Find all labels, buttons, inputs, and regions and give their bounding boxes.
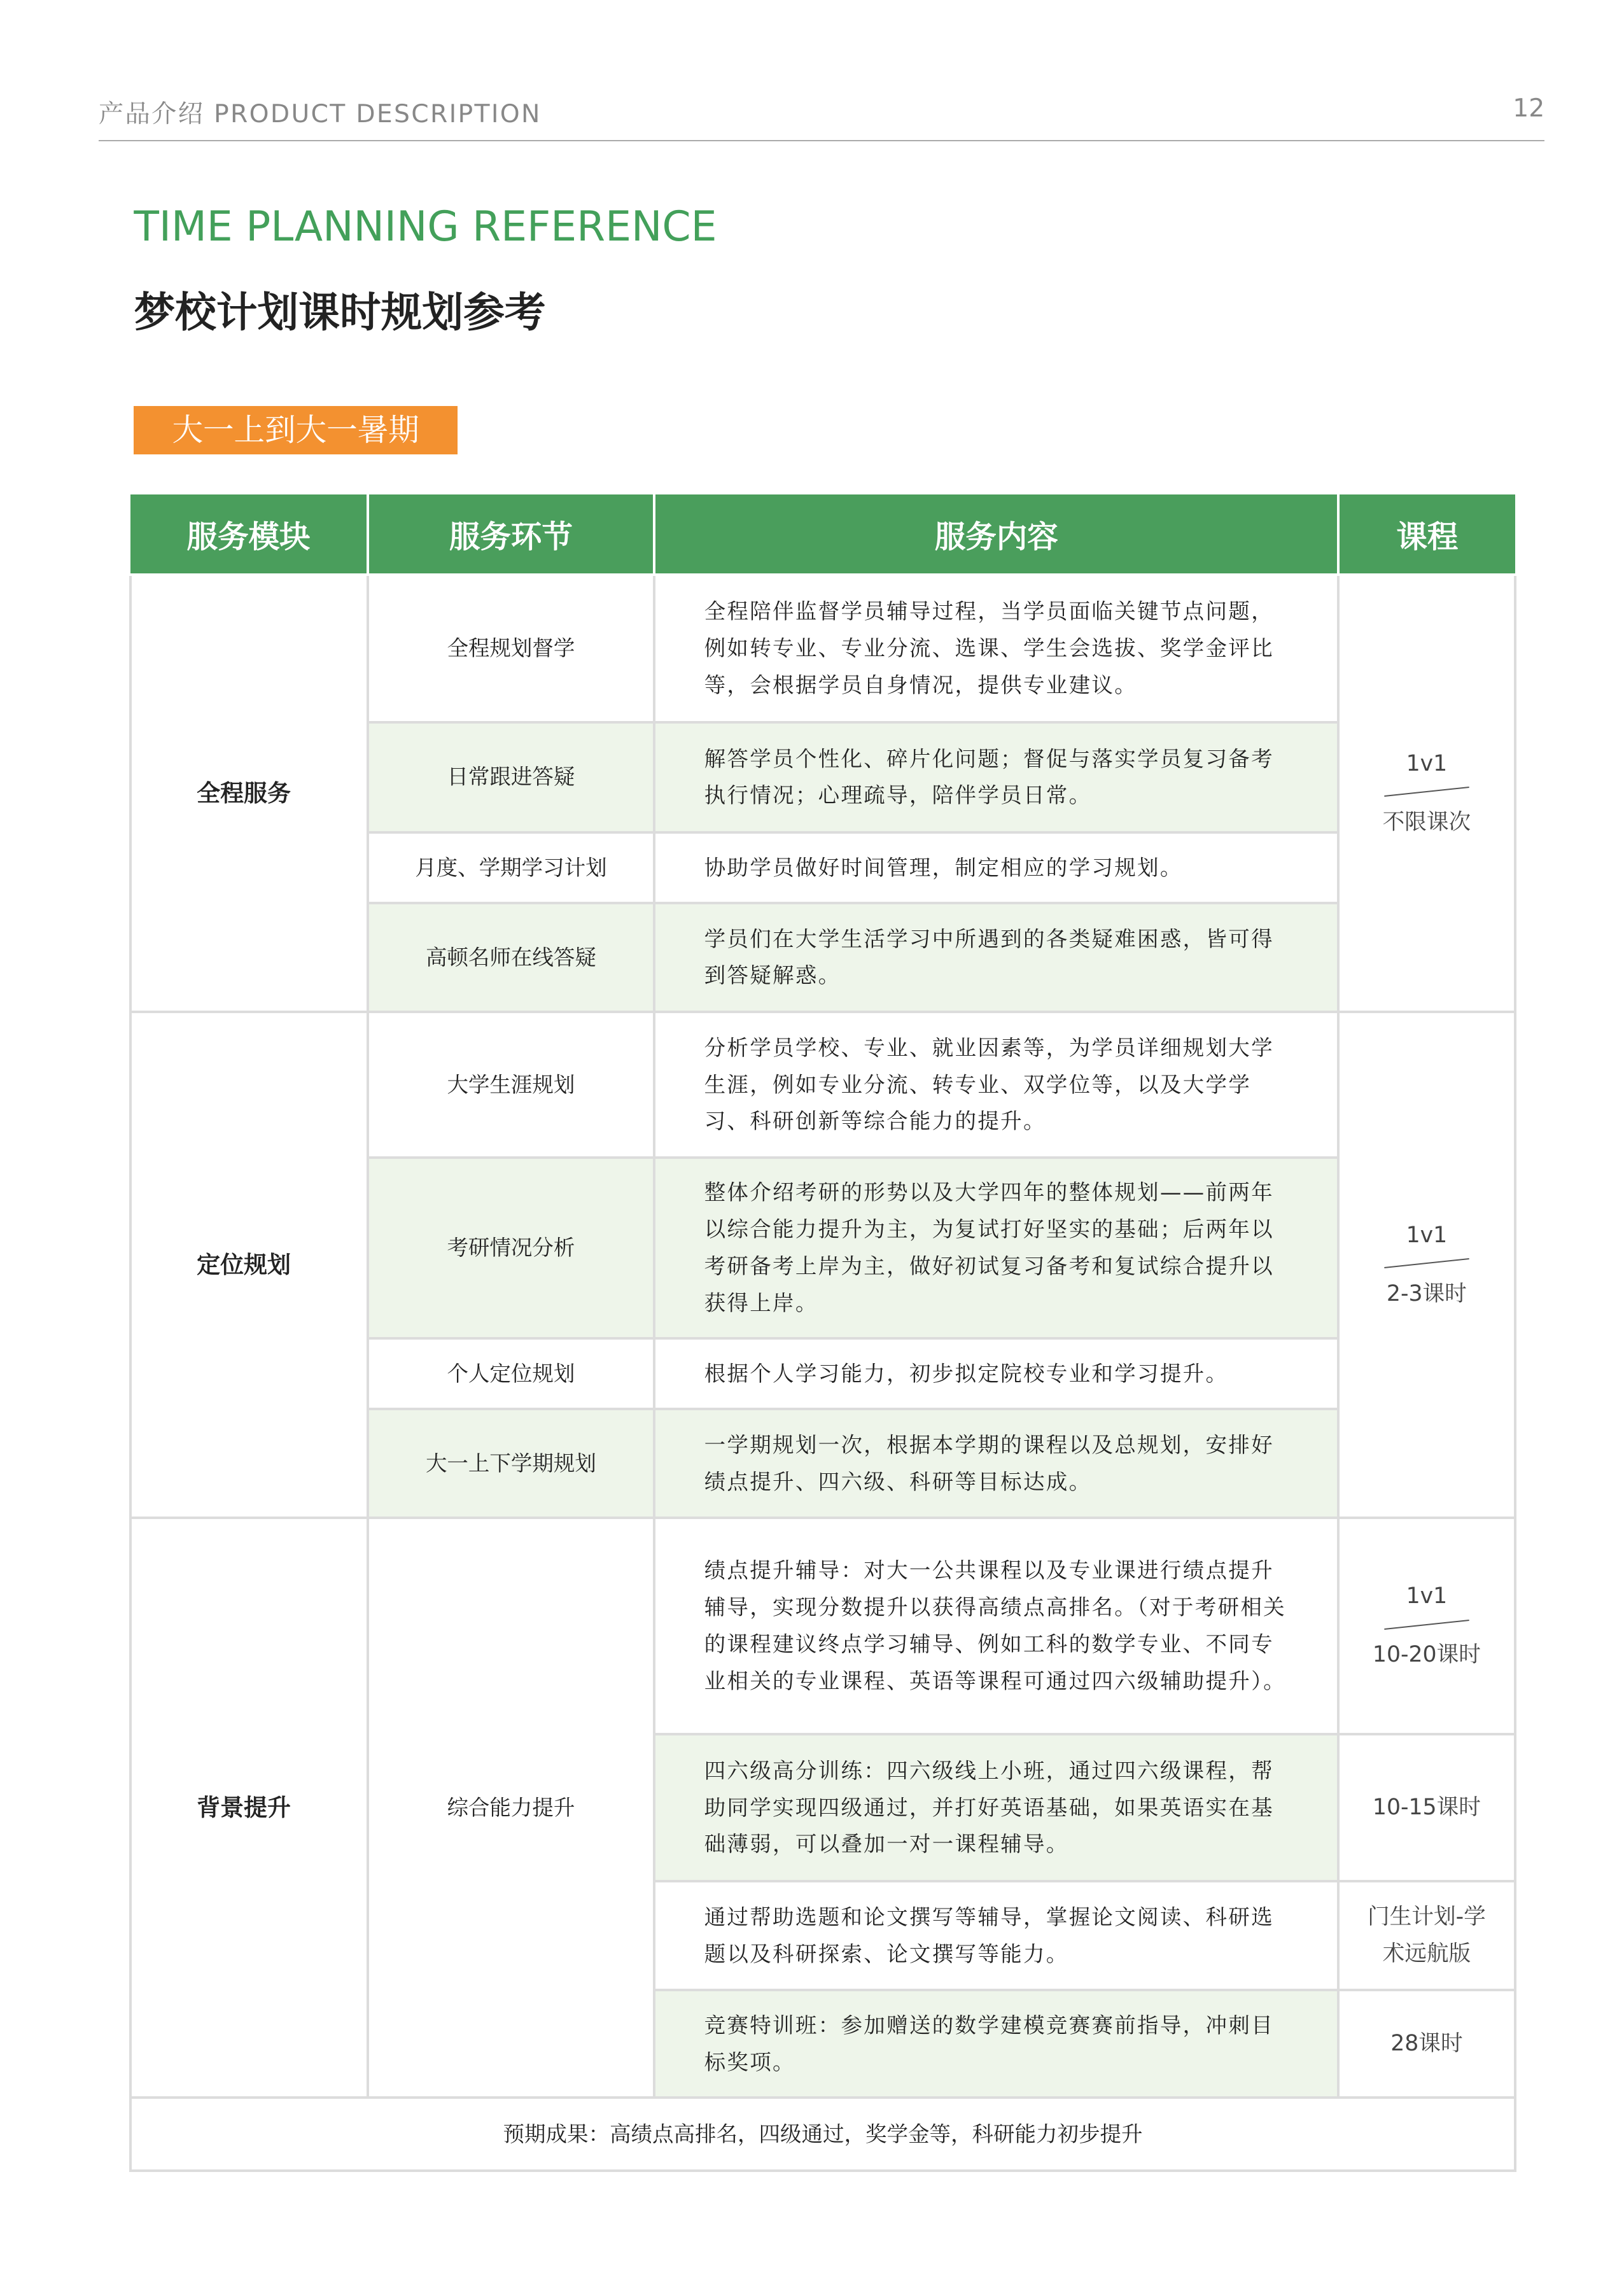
content-cell: 分析学员学校、专业、就业因素等，为学员详细规划大学生涯，例如专业分流、转专业、双学位等，以及大学学习、科研创新等综合能力的提升。 [654,1012,1338,1158]
header-divider [99,140,1544,141]
course-type: 1v1 [1406,750,1448,776]
content-cell: 绩点提升辅导：对大一公共课程以及专业课进行绩点提升辅导，实现分数提升以获得高绩点高排名。（对于考研相关的课程建议终点学习辅导、例如工科的数学专业、不同专业相关的专业课程、英语等课程可通过四六级辅助提升）。 [654,1518,1338,1734]
table-footer [130,2098,1515,2171]
diagonal-divider [1384,1620,1469,1630]
step-cell: 大学生涯规划 [368,1012,655,1158]
content-cell: 解答学员个性化、碎片化问题；督促与落实学员复习备考执行情况；心理疏导，陪伴学员日常。 [654,722,1338,832]
header-content: 服务内容 [654,494,1338,575]
content-cell: 根据个人学习能力，初步拟定院校专业和学习提升。 [654,1338,1338,1409]
course-hours: 不限课次 [1382,809,1471,835]
diagonal-divider [1384,1258,1469,1268]
content-cell: 一学期规划一次，根据本学期的课程以及总规划，安排好绩点提升、四六级、科研等目标达成。 [654,1409,1338,1518]
course-cell: 10-15课时 [1338,1734,1515,1881]
step-cell: 月度、学期学习计划 [368,832,655,903]
course-cell [1338,1012,1515,1518]
step-cell: 全程规划督学 [368,575,655,722]
course-cell: 28课时 [1338,1990,1515,2098]
step-cell: 日常跟进答疑 [368,722,655,832]
expected-outcome: 预期成果：高绩点高排名，四级通过，奖学金等，科研能力初步提升 [130,2098,1515,2171]
content-cell: 协助学员做好时间管理，制定相应的学习规划。 [654,832,1338,903]
title-chinese: 梦校计划课时规划参考 [134,289,546,337]
course-cell [1338,1518,1515,1734]
title-english: TIME PLANNING REFERENCE [134,203,717,251]
header-course: 课程 [1338,494,1515,575]
course-type: 1v1 [1406,1222,1448,1248]
page-number: 12 [1513,94,1545,123]
content-cell: 通过帮助选题和论文撰写等辅导，掌握论文阅读、科研选题以及科研探索、论文撰写等能力。 [654,1881,1338,1990]
module-cell: 全程服务 [130,575,367,1012]
content-cell: 全程陪伴监督学员辅导过程，当学员面临关键节点问题，例如转专业、专业分流、选课、学生会选拔、奖学金评比等，会根据学员自身情况，提供专业建议。 [654,575,1338,722]
step-cell: 考研情况分析 [368,1158,655,1338]
header-module: 服务模块 [130,494,367,575]
period-badge: 大一上到大一暑期 [134,406,458,454]
course-hours: 2-3课时 [1386,1280,1467,1307]
step-cell: 个人定位规划 [368,1338,655,1409]
content-cell: 整体介绍考研的形势以及大学四年的整体规划——前两年以综合能力提升为主，为复试打好坚实的基础；后两年以考研备考上岸为主，做好初试复习备考和复试综合提升以获得上岸。 [654,1158,1338,1338]
module-cell: 背景提升 [130,1518,367,2098]
table-row [130,1518,1515,1734]
table-row [130,1012,1515,1158]
section-header: 产品介绍 PRODUCT DESCRIPTION [98,99,542,129]
table-header [130,494,1515,575]
step-cell: 大一上下学期规划 [368,1409,655,1518]
header-step: 服务环节 [368,494,655,575]
course-cell [1338,575,1515,1012]
module-cell: 定位规划 [130,1012,367,1518]
table-row [130,575,1515,722]
course-cell: 门生计划-学术远航版 [1338,1881,1515,1990]
content-cell: 竞赛特训班：参加赠送的数学建模竞赛赛前指导，冲刺目标奖项。 [654,1990,1338,2098]
step-cell: 高顿名师在线答疑 [368,903,655,1012]
step-cell: 综合能力提升 [368,1518,655,2098]
planning-table [129,494,1516,2173]
content-cell: 学员们在大学生活学习中所遇到的各类疑难困惑，皆可得到答疑解惑。 [654,903,1338,1012]
content-cell: 四六级高分训练：四六级线上小班，通过四六级课程，帮助同学实现四级通过，并打好英语基础，如果英语实在基础薄弱，可以叠加一对一课程辅导。 [654,1734,1338,1881]
course-type: 1v1 [1406,1583,1448,1609]
course-hours: 10-20课时 [1372,1642,1481,1668]
diagonal-divider [1384,787,1469,797]
